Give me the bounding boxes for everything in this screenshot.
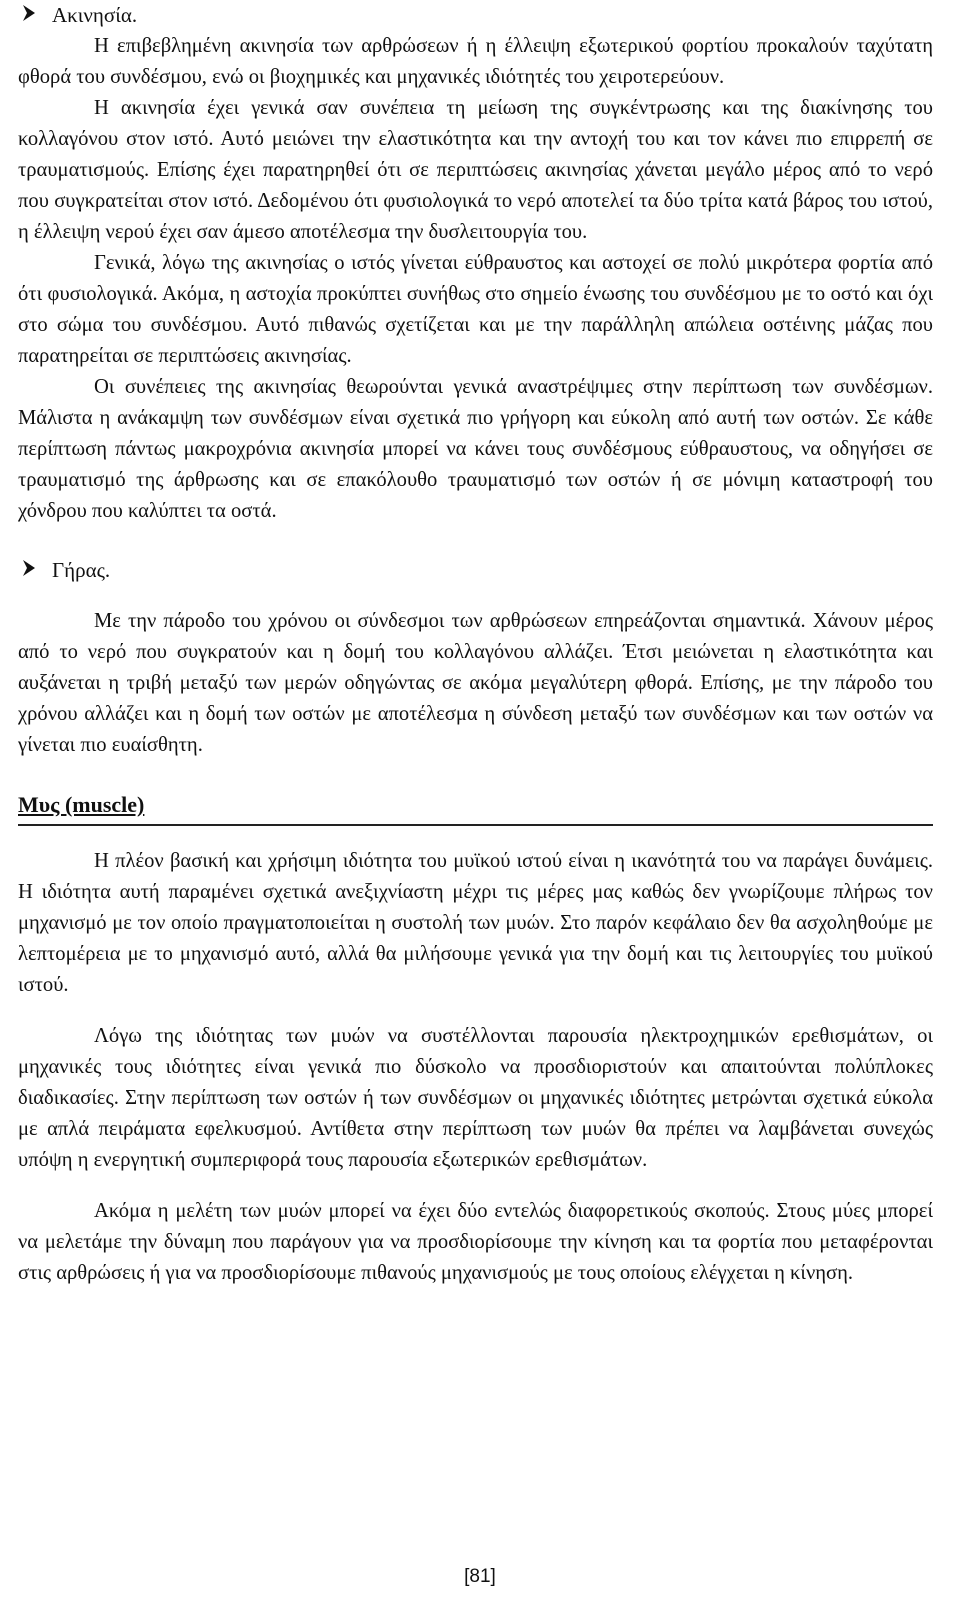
- paragraph: Η ακινησία έχει γενικά σαν συνέπεια τη μείωση της συγκέντρωσης και της διακίνησης του κολλαγόνου στον ιστό. Αυτό μειώνει την ελαστικότητα και την αντοχή του και τον κάνει πιο επιρρεπή σε τραυματισμούς. Επίσης έχει παρατηρηθεί ότι σε περιπτώσεις ακινησίας χάνεται μεγάλο μέρος από το νερό που συγκρατείται στον ιστό. Δεδομένου ότι φυσιολογικά το νερό αποτελεί τα δύο τρίτα κατά βάρος του ιστού, η έλλειψη νερού έχει σαν άμεσο αποτέλεσμα την δυσλειτουργία του.: [18, 97, 933, 243]
- paragraph: Ακόμα η μελέτη των μυών μπορεί να έχει δύο εντελώς διαφορετικούς σκοπούς. Στους μύες μπορεί να μελετάμε την δύναμη που παράγουν για να προσδιορίσουμε την κίνηση και τα φορτία που μεταφέρονται στις αρθρώσεις ή για να προσδιορίσουμε πιθανούς μηχανισμούς με τους οποίους ελέγχεται η κίνηση.: [18, 1200, 933, 1284]
- paragraph: Λόγω της ιδιότητας των μυών να συστέλλονται παρουσία ηλεκτροχημικών ερεθισμάτων, οι μηχανικές τους ιδιότητες είναι γενικά πιο δύσκολο να προσδιοριστούν και απαιτούνται πολύπλοκες διαδικασίες. Στην περίπτωση των οστών ή των συνδέσμων οι μηχανικές ιδιότητες μετρώνται σχετικά εύκολα με απλά πειράματα εφελκυσμού. Αντίθετα στην περίπτωση των μυών θα πρέπει να λαμβάνεται συνεχώς υπόψη η ενεργητική συμπεριφορά τους παρουσία εξωτερικών ερεθισμάτων.: [18, 1025, 933, 1171]
- heading-text: Ακινησία.: [52, 3, 138, 27]
- arrow-bullet-icon: [22, 0, 36, 31]
- bullet-heading-aging: [18, 555, 933, 586]
- page-number: [81]: [464, 1566, 496, 1587]
- paragraph: Η πλέον βασική και χρήσιμη ιδιότητα του μυϊκού ιστού είναι η ικανότητά του να παράγει δυνάμεις. Η ιδιότητα αυτή παραμένει σχετικά ανεξιχνίαστη μέχρι τις μέρες μας καθώς δεν γνωρίζουμε πλήρως τον μηχανισμό με τον οποίο πραγματοποιείται η συστολή των μυών. Στο παρόν κεφάλαιο δεν θα ασχοληθούμε με λεπτομέρεια με το μηχανισμό αυτό, αλλά θα μιλήσουμε γενικά για την δομή και τις λειτουργίες του μυϊκού ιστού.: [18, 850, 933, 996]
- heading-text: Γήρας.: [52, 558, 111, 582]
- paragraph: Η επιβεβλημένη ακινησία των αρθρώσεων ή η έλλειψη εξωτερικού φορτίου προκαλούν ταχύτατη φθορά του συνδέσμου, ενώ οι βιοχημικές και μηχανικές ιδιότητές του χειροτερεύουν.: [18, 35, 933, 88]
- document-page: [18, 0, 933, 1289]
- bullet-heading-immobility: [18, 0, 933, 31]
- arrow-bullet-icon: [22, 555, 36, 586]
- section-title-muscle: [18, 789, 933, 826]
- paragraph: Οι συνέπειες της ακινησίας θεωρούνται γενικά αναστρέψιμες στην περίπτωση των συνδέσμων. Μάλιστα η ανάκαμψη των συνδέσμων είναι σχετικά πιο γρήγορη και εύκολη από αυτή των οστών. Σε κάθε περίπτωση πάντως μακροχρόνια ακινησία μπορεί να κάνει τους συνδέσμους εύθραυστους, να οδηγήσει σε τραυματισμό της άρθρωσης και σε επακόλουθο τραυματισμό των οστών ή σε μόνιμη καταστροφή του χόνδρου που καλύπτει τα οστά.: [18, 376, 933, 522]
- paragraph: Γενικά, λόγω της ακινησίας ο ιστός γίνεται εύθραυστος και αστοχεί σε πολύ μικρότερα φορτία από ότι φυσιολογικά. Ακόμα, η αστοχία προκύπτει συνήθως στο σημείο ένωσης του συνδέσμου με το οστό και όχι στο σώμα του συνδέσμου. Αυτό πιθανώς σχετίζεται και με την παράλληλη απώλεια οστέινης μάζας που παρατηρείται σε περιπτώσεις ακινησίας.: [18, 252, 933, 367]
- paragraph: Με την πάροδο του χρόνου οι σύνδεσμοι των αρθρώσεων επηρεάζονται σημαντικά. Χάνουν μέρος από το νερό που συγκρατούν και η δομή του κολλαγόνου αλλάζει. Έτσι μειώνεται η ελαστικότητα και αυξάνεται η τριβή μεταξύ των μερών οδηγώντας σε ακόμα μεγαλύτερη φθορά. Επίσης, με την πάροδο του χρόνου αλλάζει και η δομή των οστών με αποτέλεσμα η σύνδεση μεταξύ των συνδέσμων και των οστών να γίνεται πιο ευαίσθητη.: [18, 610, 933, 756]
- section-title-text: Μυς (muscle): [18, 792, 145, 817]
